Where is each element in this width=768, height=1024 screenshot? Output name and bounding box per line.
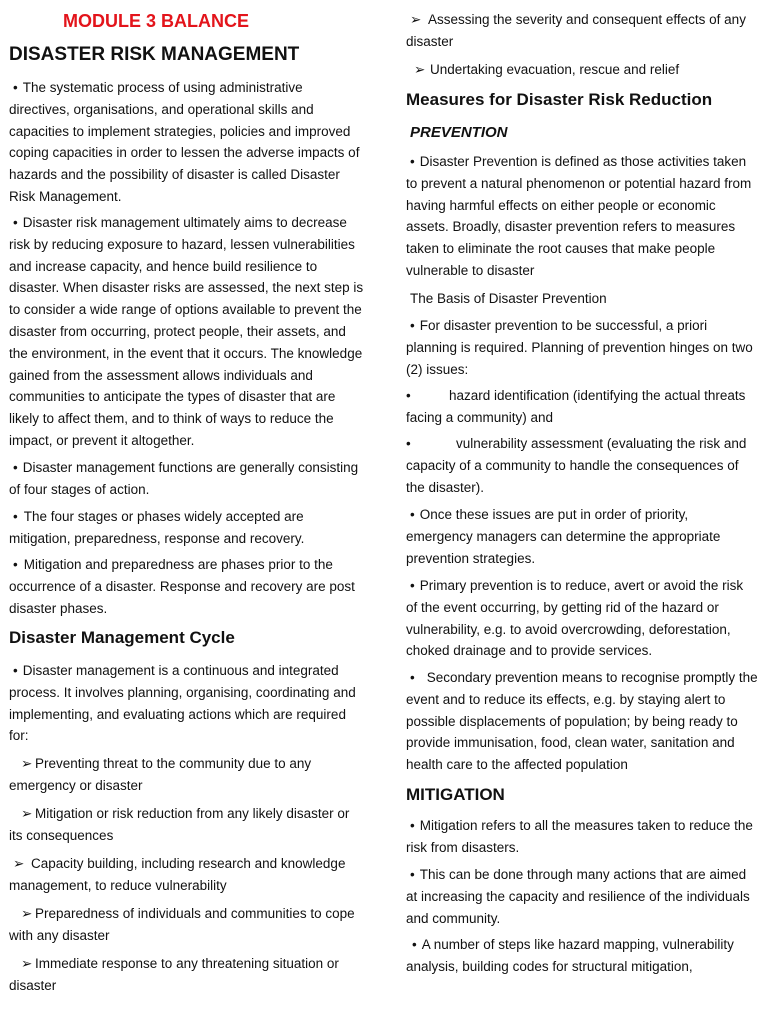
drm-paragraph-1: • The systematic process of using administrative directives, organisations, and operational skills and capacities to implement strategies, policies and improved coping capacities in order to lessen the adverse impacts of hazards and the possibility of disaster is called Disaster Risk Management. bbox=[9, 77, 365, 208]
prevention-paragraph-4: • Primary prevention is to reduce, avert or avoid the risk of the event occurring, by getting rid of the hazard or vulnerability, e.g. to avoid overcrowding, deforestation, choked drainage and to provide services. bbox=[406, 575, 758, 662]
module-title: MODULE 3 BALANCE bbox=[63, 11, 250, 31]
prevention-paragraph-2: • For disaster prevention to be successful, a priori planning is required. Planning of prevention hinges on two (2) issues: bbox=[406, 315, 758, 380]
drm-paragraph-3: • Disaster management functions are generally consisting of four stages of action. bbox=[9, 457, 365, 501]
cycle-heading: Disaster Management Cycle bbox=[9, 628, 235, 647]
arrow-bullet-icon: ➢ bbox=[410, 12, 422, 27]
bullet-icon bbox=[412, 937, 422, 952]
mitigation-heading: MITIGATION bbox=[406, 785, 505, 804]
issue-item-1: • hazard identification (identifying the actual threats facing a community) and bbox=[406, 385, 758, 429]
cycle-arrow-item: ➢ Preventing threat to the community due to any emergency or disaster bbox=[9, 753, 365, 797]
bullet-icon: • bbox=[406, 436, 411, 451]
bullet-icon bbox=[410, 578, 420, 593]
bullet-icon bbox=[410, 867, 420, 882]
bullet-icon bbox=[410, 154, 420, 169]
prevention-paragraph-3: • Once these issues are put in order of priority, emergency managers can determine the appropriate prevention strategies. bbox=[406, 504, 758, 569]
cycle-arrow-item: ➢ Preparedness of individuals and communities to cope with any disaster bbox=[9, 903, 365, 947]
drm-heading: DISASTER RISK MANAGEMENT bbox=[9, 44, 300, 65]
measures-heading: Measures for Disaster Risk Reduction bbox=[406, 90, 713, 109]
cycle-arrow-item: ➢ Immediate response to any threatening situation or disaster bbox=[9, 953, 365, 997]
cycle-paragraph-1: • Disaster management is a continuous and integrated process. It involves planning, organising, coordinating and implementing, and evaluating actions which are required for: bbox=[9, 660, 365, 747]
basis-label: The Basis of Disaster Prevention bbox=[410, 291, 607, 306]
bullet-icon bbox=[13, 215, 23, 230]
bullet-icon bbox=[13, 557, 23, 572]
arrow-bullet-icon: ➢ bbox=[21, 806, 33, 821]
mitigation-paragraph-3: • A number of steps like hazard mapping, vulnerability analysis, building codes for structural mitigation, bbox=[406, 934, 758, 978]
arrow-bullet-icon: ➢ bbox=[21, 956, 33, 971]
prevention-heading: PREVENTION bbox=[410, 124, 508, 141]
cycle-arrow-item: ➢ Assessing the severity and consequent effects of any disaster bbox=[406, 9, 758, 53]
mitigation-paragraph-2: • This can be done through many actions that are aimed at increasing the capacity and resilience of the individuals and community. bbox=[406, 864, 758, 929]
bullet-icon bbox=[410, 318, 420, 333]
drm-paragraph-2: • Disaster risk management ultimately aims to decrease risk by reducing exposure to hazard, lessen vulnerabilities and increase capacity, and hence build resilience to disaster. When disaster risks are assessed, the next step is to consider a wide range of options available to prevent the disaster from occurring, protect people, their assets, and the environment, in the event that it occurs. The knowledge gained from the assessment allows individuals and communities to anticipate the types of disaster that are likely to affect them, and to think of ways to reduce the impact, or prevent it altogether. bbox=[9, 212, 365, 452]
arrow-bullet-icon: ➢ bbox=[414, 62, 426, 77]
drm-paragraph-4: • The four stages or phases widely accepted are mitigation, preparedness, response and recovery. bbox=[9, 506, 365, 550]
bullet-icon bbox=[13, 460, 23, 475]
cycle-arrow-item: ➢ Undertaking evacuation, rescue and relief bbox=[406, 59, 758, 81]
drm-paragraph-5: • Mitigation and preparedness are phases prior to the occurrence of a disaster. Response and recovery are post disaster phases. bbox=[9, 554, 365, 619]
prevention-paragraph-5: • Secondary prevention means to recognise promptly the event and to reduce its effects, e.g. by staying alert to possible displacements of population; by being ready to provide immunisation, food, clean water, sanitation and health care to the affected population bbox=[406, 667, 758, 776]
bullet-icon bbox=[13, 663, 23, 678]
arrow-bullet-icon: ➢ bbox=[21, 906, 33, 921]
arrow-bullet-icon: ➢ bbox=[21, 756, 33, 771]
bullet-icon bbox=[410, 818, 420, 833]
bullet-icon: • bbox=[406, 388, 411, 403]
arrow-bullet-icon: ➢ bbox=[13, 856, 25, 871]
mitigation-paragraph-1: • Mitigation refers to all the measures taken to reduce the risk from disasters. bbox=[406, 815, 758, 859]
bullet-icon bbox=[13, 80, 23, 95]
prevention-paragraph-1: • Disaster Prevention is defined as those activities taken to prevent a natural phenomenon or potential hazard from having harmful effects on either people or economic assets. Broadly, disaster prevention refers to measures taken to eliminate the root causes that make people vulnerable to disaster bbox=[406, 151, 758, 282]
cycle-arrow-item: ➢ Capacity building, including research and knowledge management, to reduce vulnerability bbox=[9, 853, 365, 897]
bullet-icon bbox=[410, 507, 420, 522]
issue-item-2: • vulnerability assessment (evaluating the risk and capacity of a community to handle the consequences of the disaster). bbox=[406, 433, 758, 498]
bullet-icon bbox=[13, 509, 23, 524]
bullet-icon bbox=[410, 670, 420, 685]
cycle-arrow-item: ➢ Mitigation or risk reduction from any likely disaster or its consequences bbox=[9, 803, 365, 847]
